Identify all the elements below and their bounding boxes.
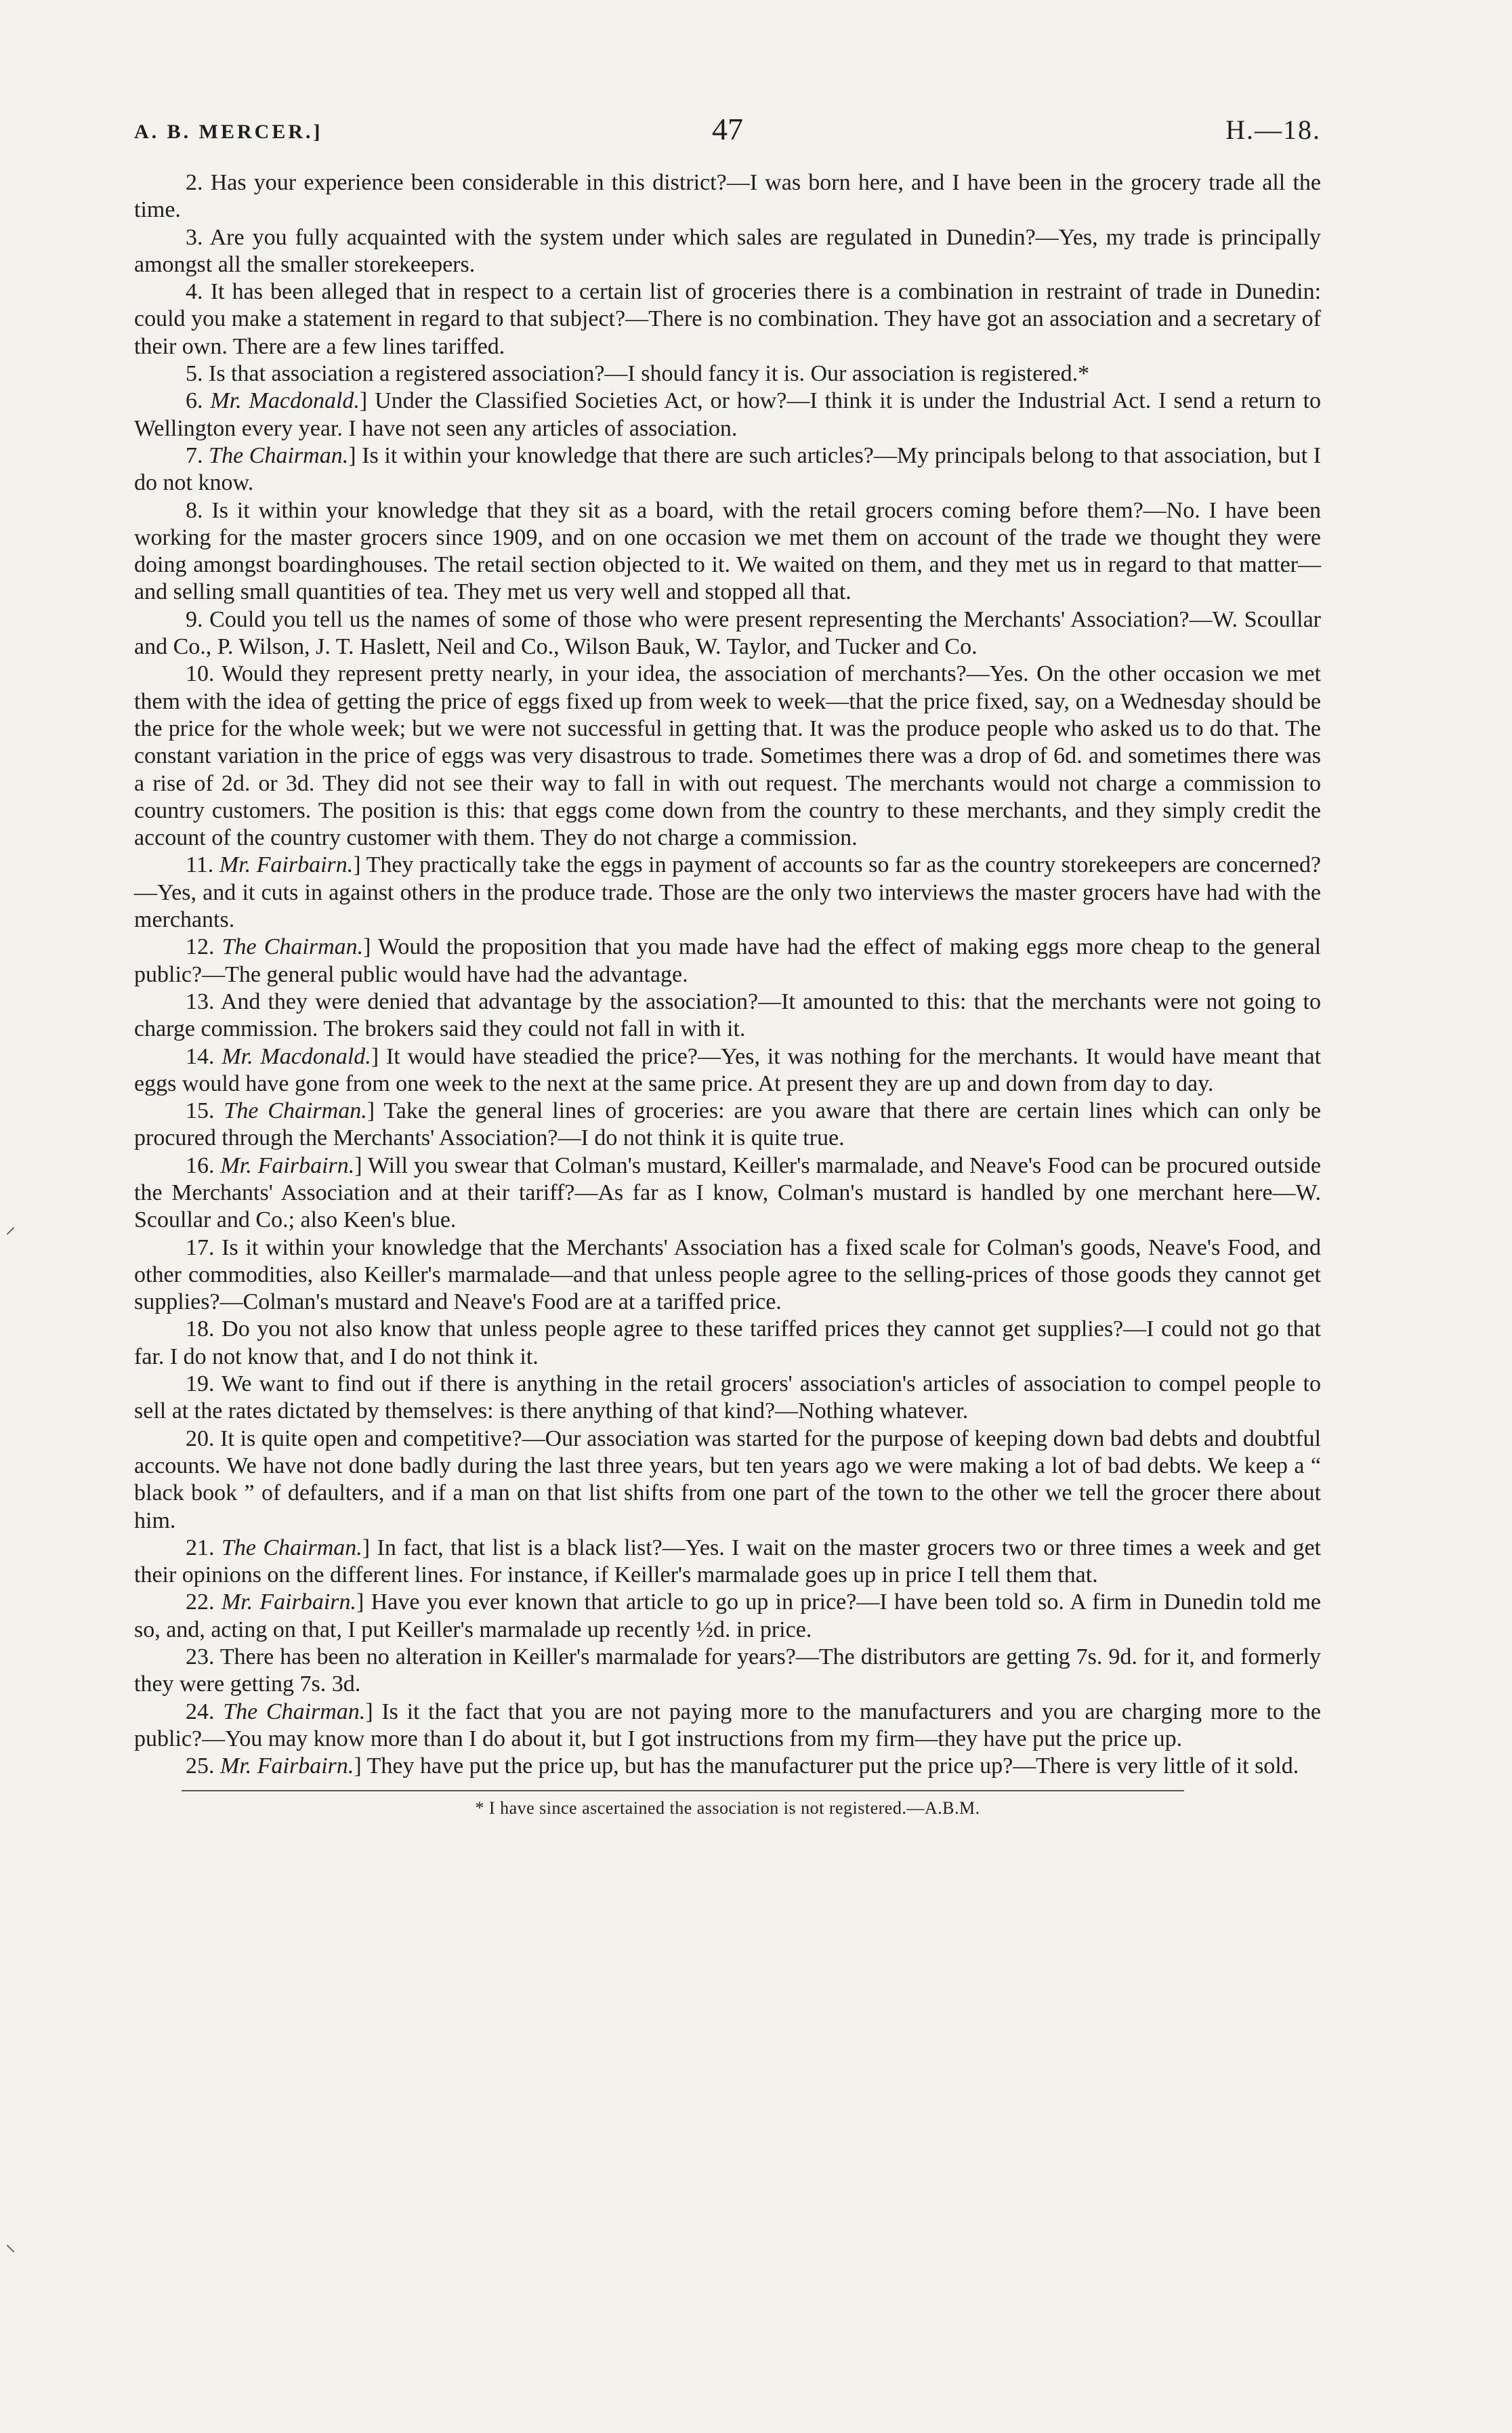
paragraph-text: Is it within your knowledge that they sit as a board, with the retail grocers coming before them?—No. I have been working for the master grocers since 1909, and on one occasion we met them on account of the trade we thought they were doing amongst boardinghouses. The retail section objected to it. We waited on them, and they met us in regard to that matter—and selling small quantities of tea. They met us very well and stopped all that. (134, 497, 1322, 605)
testimony-paragraph (134, 442, 1321, 497)
speaker-name: The Chairman. (221, 1535, 362, 1560)
margin-mark: ⸜ (5, 2232, 16, 2256)
testimony-paragraph (134, 1426, 1321, 1535)
paragraph-text: Take the general lines of groceries: are you aware that there are certain lines which can only be procured through the Merchants' Association?—I do not think it is quite true. (134, 1098, 1321, 1151)
speaker-bracket: ] (371, 1043, 379, 1069)
speaker-name: Mr. Macdonald. (210, 388, 360, 414)
page-number: 47 (712, 112, 743, 146)
question-number: 7. (186, 442, 203, 468)
question-number: 8. (186, 497, 203, 523)
paragraph-text: Have you ever known that article to go up in price?—I have been told so. A firm in Dunedin told me so, and, acting on that, I put Keiller's marmalade up recently ½d. in price. (134, 1589, 1322, 1642)
footnote: * I have since ascertained the association is not registered.—A.B.M. (475, 1797, 980, 1818)
question-number: 18. (186, 1316, 215, 1342)
testimony-paragraph (134, 1699, 1321, 1753)
testimony-paragraph (134, 224, 1321, 279)
question-number: 24. (186, 1699, 215, 1724)
testimony-paragraph (134, 934, 1321, 989)
question-number: 13. (186, 989, 215, 1014)
question-number: 5. (186, 361, 203, 387)
speaker-bracket: ] (348, 442, 356, 468)
speaker-name: The Chairman. (223, 1699, 366, 1724)
paragraph-text: We want to find out if there is anything in the retail grocers' association's articles of association to compel people to sell at the rates dictated by themselves: is there anything of that kind?—Nothing whatever. (134, 1371, 1321, 1424)
question-number: 19. (186, 1371, 215, 1397)
testimony-paragraph (134, 278, 1321, 360)
speaker-bracket: ] (353, 852, 361, 878)
paragraph-text: They have put the price up, but has the manufacturer put the price up?—There is very little of it sold. (366, 1753, 1299, 1779)
speaker-bracket: ] (354, 1753, 362, 1779)
speaker-name: Mr. Macdonald. (222, 1043, 371, 1069)
paragraph-text: Is it within your knowledge that there are such articles?—My principals belong to that association, but I do not know. (134, 442, 1322, 496)
testimony-paragraph (134, 1371, 1321, 1426)
question-number: 17. (186, 1234, 215, 1260)
paragraph-text: Do you not also know that unless people agree to these tariffed prices they cannot get supplies?—I could not go that far. I do not know that, and I do not think it. (134, 1316, 1321, 1369)
paragraph-text: Has your experience been considerable in this district?—I was born here, and I have been in the grocery trade all the time. (134, 170, 1321, 223)
paragraph-text: Would they represent pretty nearly, in your idea, the association of merchants?—Yes. On the other occasion we met them with the idea of getting the price of eggs fixed up from week to week—that the price fixed, say, on a Wednesday should be the price for the whole week; but we were not successful in getting that. It was the produce people who asked us to do that. The constant variation in the price of eggs was very disastrous to trade. Sometimes there was a drop of 6d. and sometimes there was a rise of 2d. or 3d. They did not see their way to fall in with out request. The merchants would not charge a commission to country customers. The position is this: that eggs come down from the country to these merchants, and they simply credit the account of the country customer with them. They do not charge a commission. (134, 661, 1321, 851)
footnote-rule (182, 1790, 1184, 1791)
paragraph-text: Is it the fact that you are not paying more to the manufacturers and you are charging more to the public?—You may know more than I do about it, but I got instructions from my firm—they have put the price up. (134, 1699, 1322, 1751)
paragraph-text: In fact, that list is a black list?—Yes. I wait on the master grocers two or three times a week and get their opinions on the different lines. For instance, if Keiller's marmalade goes up in price I tell them that. (134, 1535, 1322, 1588)
testimony-paragraph (134, 1316, 1321, 1371)
question-number: 22. (186, 1589, 215, 1615)
speaker-name: The Chairman. (224, 1098, 367, 1124)
testimony-paragraph (134, 1753, 1321, 1780)
testimony-paragraph (134, 1043, 1321, 1098)
speaker-bracket: ] (354, 1152, 362, 1178)
speaker-name: Mr. Fairbairn. (221, 1589, 357, 1615)
paragraph-text: Will you swear that Colman's mustard, Keiller's marmalade, and Neave's Food can be procured outside the Merchants' Association and at their tariff?—As far as I know, Colman's mustard is handled by one merchant here—W. Scoullar and Co.; also Keen's blue. (134, 1152, 1322, 1233)
question-number: 4. (186, 279, 203, 305)
question-number: 11. (186, 852, 214, 878)
document-page (134, 102, 1321, 1818)
paragraph-text: Would the proposition that you made have had the effect of making eggs more cheap to the general public?—The general public would have had the advantage. (134, 934, 1321, 987)
testimony-paragraph (134, 497, 1321, 606)
testimony-paragraph (134, 169, 1321, 224)
speaker-name: Mr. Fairbairn. (220, 1753, 354, 1779)
question-number: 15. (186, 1098, 215, 1124)
speaker-bracket: ] (366, 1098, 375, 1124)
testimony-paragraph (134, 852, 1321, 934)
testimony-paragraph (134, 606, 1321, 661)
paragraph-text: Under the Classified Societies Act, or how?—I think it is under the Industrial Act. I send a return to Wellington every year. I have not seen any articles of association. (134, 388, 1322, 441)
paragraph-text: It would have steadied the price?—Yes, it was nothing for the merchants. It would have meant that eggs would have gone from one week to the next at the same price. At present they are up and down from day to day. (134, 1043, 1322, 1096)
paragraph-text: They practically take the eggs in payment of accounts so far as the country storekeepers are concerned?—Yes, and it cuts in against others in the produce trade. Those are the only two interviews the master grocers have had with the merchants. (134, 852, 1321, 933)
testimony-paragraph (134, 661, 1321, 852)
testimony-paragraph (134, 388, 1321, 442)
question-number: 10. (186, 661, 215, 687)
testimony-body (134, 169, 1321, 1781)
question-number: 25. (186, 1753, 215, 1779)
speaker-name: The Chairman. (222, 934, 364, 960)
speaker-name: The Chairman. (209, 442, 349, 468)
testimony-paragraph (134, 1644, 1321, 1699)
testimony-paragraph (134, 360, 1321, 388)
question-number: 3. (186, 224, 203, 250)
question-number: 20. (186, 1426, 215, 1451)
testimony-paragraph (134, 1535, 1321, 1589)
document-code: H.—18. (1225, 115, 1321, 145)
speaker-name: Mr. Fairbairn. (220, 1152, 355, 1178)
testimony-paragraph (134, 1098, 1321, 1152)
paragraph-text: Is that association a registered association?—I should fancy it is. Our association is registered.* (209, 361, 1090, 387)
question-number: 16. (186, 1152, 215, 1178)
paragraph-text: It has been alleged that in respect to a certain list of groceries there is a combination in restraint of trade in Dunedin: could you make a statement in regard to that subject?—There is no combination. They have got an association and a secretary of their own. There are a few lines tariffed. (134, 279, 1322, 359)
paragraph-text: Are you fully acquainted with the system under which sales are regulated in Dunedin?—Yes, my trade is principally amongst all the smaller storekeepers. (134, 224, 1321, 277)
speaker-bracket: ] (362, 1535, 371, 1560)
paragraph-text: Could you tell us the names of some of those who were present representing the Merchants' Association?—W. Scoullar and Co., P. Wilson, J. T. Haslett, Neil and Co., Wilson Bauk, W. Taylor, and Tucker and Co. (134, 606, 1321, 660)
testimony-paragraph (134, 1234, 1321, 1316)
witness-name: A. B. MERCER.] (134, 121, 323, 143)
question-number: 21. (186, 1535, 215, 1560)
paragraph-text: Is it within your knowledge that the Merchants' Association has a fixed scale for Colman's goods, Neave's Food, and other commodities, also Keiller's marmalade—and that unless people agree to the selling-prices of those goods they cannot get supplies?—Colman's mustard and Neave's Food are at a tariffed price. (134, 1234, 1321, 1315)
speaker-bracket: ] (359, 388, 368, 414)
paragraph-text: It is quite open and competitive?—Our association was started for the purpose of keeping down bad debts and doubtful accounts. We have not done badly during the last three years, but ten years ago we were making a lot of bad debts. We keep a “ black book ” of defaulters, and if a man on that list shifts from one part of the town to the other we tell the grocer there about him. (134, 1426, 1322, 1533)
speaker-name: Mr. Fairbairn. (219, 852, 354, 878)
speaker-bracket: ] (363, 934, 371, 960)
question-number: 2. (186, 170, 203, 195)
testimony-paragraph (134, 989, 1321, 1043)
testimony-paragraph (134, 1589, 1321, 1644)
paragraph-text: And they were denied that advantage by the association?—It amounted to this: that the merchants were not going to charge commission. The brokers said they could not fall in with it. (134, 989, 1321, 1042)
margin-mark: ⸝ (5, 1215, 16, 1239)
page-header (134, 102, 1321, 163)
question-number: 23. (186, 1644, 215, 1670)
question-number: 12. (186, 934, 215, 960)
speaker-bracket: ] (356, 1589, 364, 1615)
question-number: 6. (186, 388, 203, 414)
question-number: 9. (186, 606, 203, 632)
testimony-paragraph (134, 1152, 1321, 1234)
speaker-bracket: ] (365, 1699, 373, 1724)
question-number: 14. (186, 1043, 215, 1069)
paragraph-text: There has been no alteration in Keiller's marmalade for years?—The distributors are getting 7s. 9d. for it, and formerly they were getting 7s. 3d. (134, 1644, 1321, 1697)
